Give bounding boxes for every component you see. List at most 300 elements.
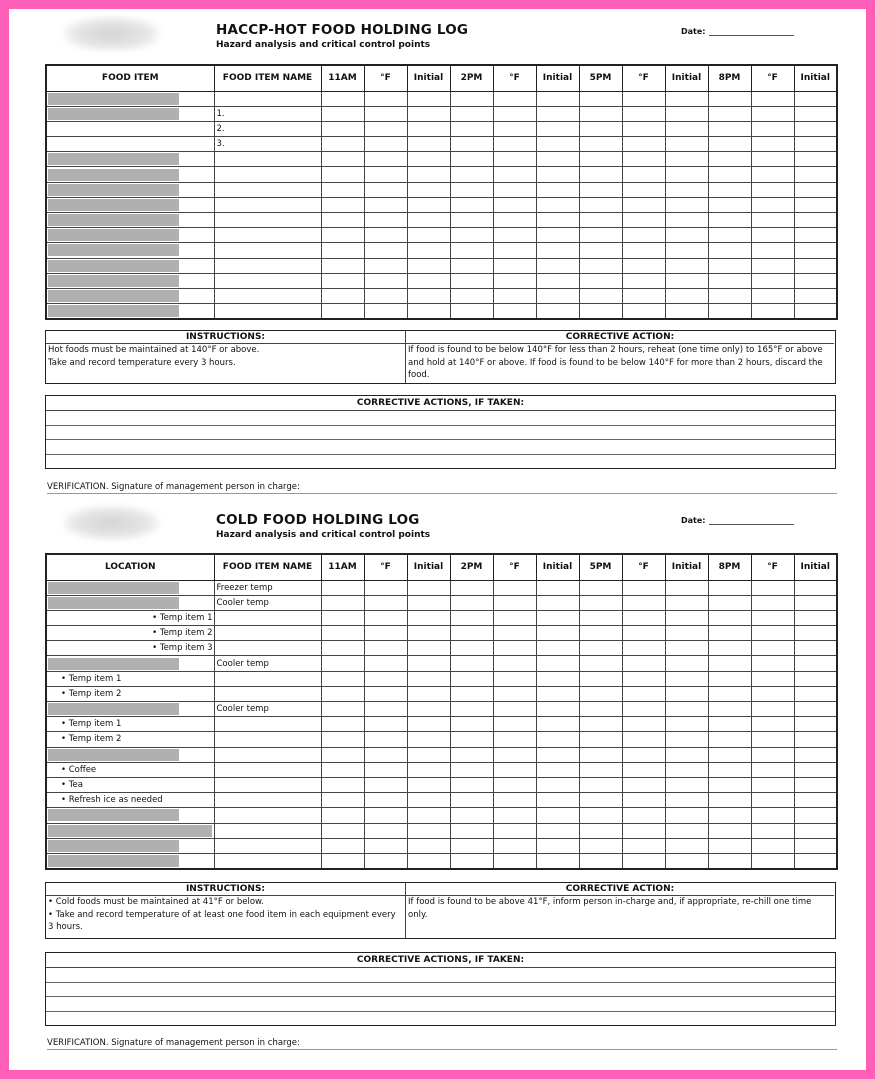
entry-cell[interactable] — [536, 671, 579, 686]
entry-cell[interactable] — [751, 580, 794, 595]
entry-cell[interactable] — [622, 610, 665, 625]
food-item-name-cell[interactable] — [214, 762, 321, 777]
entry-cell[interactable] — [665, 106, 708, 121]
location-cell[interactable] — [46, 732, 214, 747]
entry-cell[interactable] — [493, 595, 536, 610]
entry-cell[interactable] — [536, 137, 579, 152]
entry-cell[interactable] — [794, 304, 837, 319]
entry-cell[interactable] — [622, 580, 665, 595]
entry-cell[interactable] — [794, 838, 837, 853]
entry-cell[interactable] — [579, 762, 622, 777]
entry-cell[interactable] — [579, 656, 622, 671]
food-item-name-cell[interactable]: 2. — [214, 121, 321, 136]
location-cell[interactable] — [46, 258, 214, 273]
entry-cell[interactable] — [407, 610, 450, 625]
entry-cell[interactable] — [450, 838, 493, 853]
entry-cell[interactable] — [751, 167, 794, 182]
food-item-name-cell[interactable] — [214, 258, 321, 273]
entry-cell[interactable] — [450, 762, 493, 777]
entry-cell[interactable] — [579, 671, 622, 686]
entry-cell[interactable] — [493, 686, 536, 701]
entry-cell[interactable] — [751, 121, 794, 136]
entry-cell[interactable] — [579, 595, 622, 610]
entry-cell[interactable] — [407, 228, 450, 243]
entry-cell[interactable] — [536, 641, 579, 656]
entry-cell[interactable] — [364, 808, 407, 823]
entry-cell[interactable] — [708, 121, 751, 136]
entry-cell[interactable] — [708, 777, 751, 792]
food-item-name-cell[interactable] — [214, 243, 321, 258]
food-item-name-cell[interactable] — [214, 228, 321, 243]
food-item-name-cell[interactable] — [214, 793, 321, 808]
entry-cell[interactable] — [407, 580, 450, 595]
entry-cell[interactable] — [708, 243, 751, 258]
entry-cell[interactable] — [794, 137, 837, 152]
entry-cell[interactable] — [579, 641, 622, 656]
entry-cell[interactable] — [321, 137, 364, 152]
entry-cell[interactable] — [665, 228, 708, 243]
entry-cell[interactable] — [321, 702, 364, 717]
entry-cell[interactable] — [321, 656, 364, 671]
entry-cell[interactable] — [321, 793, 364, 808]
entry-cell[interactable] — [708, 152, 751, 167]
location-cell[interactable] — [46, 626, 214, 641]
entry-cell[interactable] — [622, 182, 665, 197]
entry-cell[interactable] — [321, 182, 364, 197]
entry-cell[interactable] — [794, 197, 837, 212]
entry-cell[interactable] — [407, 304, 450, 319]
location-cell[interactable] — [46, 641, 214, 656]
entry-cell[interactable] — [536, 793, 579, 808]
entry-cell[interactable] — [364, 106, 407, 121]
entry-cell[interactable] — [536, 580, 579, 595]
entry-cell[interactable] — [665, 182, 708, 197]
entry-cell[interactable] — [665, 823, 708, 838]
entry-cell[interactable] — [536, 702, 579, 717]
entry-cell[interactable] — [708, 273, 751, 288]
entry-cell[interactable] — [751, 777, 794, 792]
entry-cell[interactable] — [407, 656, 450, 671]
food-item-name-cell[interactable]: Cooler temp — [214, 702, 321, 717]
entry-cell[interactable] — [708, 823, 751, 838]
entry-cell[interactable] — [407, 182, 450, 197]
entry-cell[interactable] — [794, 273, 837, 288]
entry-cell[interactable] — [794, 777, 837, 792]
location-cell[interactable] — [46, 808, 214, 823]
entry-cell[interactable] — [794, 243, 837, 258]
entry-cell[interactable] — [708, 626, 751, 641]
entry-cell[interactable] — [493, 823, 536, 838]
entry-cell[interactable] — [493, 121, 536, 136]
entry-cell[interactable] — [579, 626, 622, 641]
food-item-name-cell[interactable] — [214, 838, 321, 853]
entry-cell[interactable] — [622, 258, 665, 273]
entry-cell[interactable] — [364, 626, 407, 641]
location-cell[interactable] — [46, 793, 214, 808]
entry-cell[interactable] — [364, 197, 407, 212]
entry-cell[interactable] — [493, 808, 536, 823]
entry-cell[interactable] — [708, 717, 751, 732]
entry-cell[interactable] — [493, 137, 536, 152]
entry-cell[interactable] — [450, 595, 493, 610]
entry-cell[interactable] — [407, 808, 450, 823]
entry-cell[interactable] — [536, 686, 579, 701]
entry-cell[interactable] — [708, 762, 751, 777]
entry-cell[interactable] — [536, 304, 579, 319]
entry-cell[interactable] — [493, 91, 536, 106]
entry-cell[interactable] — [751, 732, 794, 747]
entry-cell[interactable] — [407, 273, 450, 288]
entry-cell[interactable] — [450, 747, 493, 762]
entry-cell[interactable] — [407, 732, 450, 747]
entry-cell[interactable] — [665, 152, 708, 167]
entry-cell[interactable] — [364, 304, 407, 319]
entry-cell[interactable] — [751, 182, 794, 197]
entry-cell[interactable] — [622, 595, 665, 610]
entry-cell[interactable] — [579, 167, 622, 182]
entry-cell[interactable] — [708, 258, 751, 273]
entry-cell[interactable] — [321, 106, 364, 121]
entry-cell[interactable] — [622, 702, 665, 717]
location-cell[interactable] — [46, 106, 214, 121]
entry-cell[interactable] — [579, 152, 622, 167]
entry-cell[interactable] — [364, 288, 407, 303]
entry-cell[interactable] — [321, 595, 364, 610]
entry-cell[interactable] — [321, 167, 364, 182]
entry-cell[interactable] — [579, 121, 622, 136]
entry-cell[interactable] — [622, 671, 665, 686]
entry-cell[interactable] — [751, 717, 794, 732]
entry-cell[interactable] — [579, 91, 622, 106]
entry-cell[interactable] — [536, 228, 579, 243]
entry-cell[interactable] — [665, 702, 708, 717]
entry-cell[interactable] — [751, 595, 794, 610]
entry-cell[interactable] — [665, 747, 708, 762]
entry-cell[interactable] — [708, 838, 751, 853]
entry-cell[interactable] — [493, 258, 536, 273]
entry-cell[interactable] — [622, 762, 665, 777]
entry-cell[interactable] — [450, 106, 493, 121]
food-item-name-cell[interactable]: Freezer temp — [214, 580, 321, 595]
entry-cell[interactable] — [794, 106, 837, 121]
entry-cell[interactable] — [665, 762, 708, 777]
entry-cell[interactable] — [794, 671, 837, 686]
entry-cell[interactable] — [493, 197, 536, 212]
entry-cell[interactable] — [794, 686, 837, 701]
entry-cell[interactable] — [579, 106, 622, 121]
entry-cell[interactable] — [794, 853, 837, 868]
entry-cell[interactable] — [536, 167, 579, 182]
entry-cell[interactable] — [622, 228, 665, 243]
entry-cell[interactable] — [708, 197, 751, 212]
entry-cell[interactable] — [450, 671, 493, 686]
entry-cell[interactable] — [751, 686, 794, 701]
entry-cell[interactable] — [665, 304, 708, 319]
entry-cell[interactable] — [364, 762, 407, 777]
entry-cell[interactable] — [536, 152, 579, 167]
entry-cell[interactable] — [450, 197, 493, 212]
entry-cell[interactable] — [364, 610, 407, 625]
entry-cell[interactable] — [579, 213, 622, 228]
food-item-name-cell[interactable] — [214, 610, 321, 625]
entry-cell[interactable] — [622, 288, 665, 303]
entry-cell[interactable] — [450, 258, 493, 273]
entry-cell[interactable] — [321, 304, 364, 319]
entry-cell[interactable] — [794, 610, 837, 625]
entry-cell[interactable] — [321, 838, 364, 853]
entry-cell[interactable] — [407, 793, 450, 808]
entry-cell[interactable] — [579, 273, 622, 288]
entry-cell[interactable] — [751, 702, 794, 717]
entry-cell[interactable] — [493, 152, 536, 167]
entry-cell[interactable] — [407, 197, 450, 212]
location-cell[interactable] — [46, 197, 214, 212]
entry-cell[interactable] — [622, 137, 665, 152]
entry-cell[interactable] — [493, 717, 536, 732]
entry-cell[interactable] — [493, 167, 536, 182]
entry-cell[interactable] — [665, 288, 708, 303]
entry-cell[interactable] — [450, 610, 493, 625]
food-item-name-cell[interactable] — [214, 747, 321, 762]
entry-cell[interactable] — [622, 793, 665, 808]
entry-cell[interactable] — [493, 228, 536, 243]
entry-cell[interactable] — [407, 823, 450, 838]
entry-cell[interactable] — [751, 137, 794, 152]
entry-cell[interactable] — [622, 777, 665, 792]
entry-cell[interactable] — [407, 853, 450, 868]
entry-cell[interactable] — [450, 213, 493, 228]
entry-cell[interactable] — [536, 182, 579, 197]
entry-cell[interactable] — [665, 610, 708, 625]
entry-cell[interactable] — [622, 717, 665, 732]
entry-cell[interactable] — [536, 273, 579, 288]
entry-cell[interactable] — [536, 610, 579, 625]
entry-cell[interactable] — [321, 641, 364, 656]
entry-cell[interactable] — [622, 243, 665, 258]
entry-cell[interactable] — [665, 91, 708, 106]
entry-cell[interactable] — [665, 838, 708, 853]
entry-cell[interactable] — [536, 717, 579, 732]
entry-cell[interactable] — [407, 243, 450, 258]
entry-cell[interactable] — [708, 732, 751, 747]
corrective-taken-lines[interactable] — [46, 968, 835, 1026]
entry-cell[interactable] — [579, 838, 622, 853]
entry-cell[interactable] — [364, 747, 407, 762]
entry-cell[interactable] — [622, 686, 665, 701]
entry-cell[interactable] — [665, 595, 708, 610]
entry-cell[interactable] — [708, 580, 751, 595]
location-cell[interactable] — [46, 580, 214, 595]
entry-cell[interactable] — [450, 304, 493, 319]
entry-cell[interactable] — [751, 273, 794, 288]
entry-cell[interactable] — [665, 732, 708, 747]
entry-cell[interactable] — [708, 106, 751, 121]
entry-cell[interactable] — [751, 258, 794, 273]
food-item-name-cell[interactable]: Cooler temp — [214, 656, 321, 671]
entry-cell[interactable] — [751, 197, 794, 212]
cold-verification-signature[interactable]: VERIFICATION. Signature of management person in charge: — [47, 1038, 837, 1050]
food-item-name-cell[interactable] — [214, 671, 321, 686]
entry-cell[interactable] — [407, 137, 450, 152]
entry-cell[interactable] — [579, 793, 622, 808]
entry-cell[interactable] — [751, 808, 794, 823]
entry-cell[interactable] — [321, 823, 364, 838]
entry-cell[interactable] — [407, 626, 450, 641]
food-item-name-cell[interactable] — [214, 197, 321, 212]
entry-cell[interactable] — [493, 747, 536, 762]
entry-cell[interactable] — [708, 686, 751, 701]
entry-cell[interactable] — [450, 702, 493, 717]
entry-cell[interactable] — [579, 580, 622, 595]
entry-cell[interactable] — [321, 717, 364, 732]
location-cell[interactable] — [46, 182, 214, 197]
entry-cell[interactable] — [450, 717, 493, 732]
entry-cell[interactable] — [493, 777, 536, 792]
food-item-name-cell[interactable] — [214, 686, 321, 701]
entry-cell[interactable] — [321, 91, 364, 106]
entry-cell[interactable] — [794, 823, 837, 838]
entry-cell[interactable] — [493, 732, 536, 747]
entry-cell[interactable] — [751, 288, 794, 303]
entry-cell[interactable] — [579, 228, 622, 243]
entry-cell[interactable] — [665, 853, 708, 868]
location-cell[interactable] — [46, 121, 214, 136]
entry-cell[interactable] — [450, 273, 493, 288]
entry-cell[interactable] — [321, 686, 364, 701]
entry-cell[interactable] — [579, 137, 622, 152]
entry-cell[interactable] — [579, 717, 622, 732]
entry-cell[interactable] — [708, 747, 751, 762]
entry-cell[interactable] — [364, 273, 407, 288]
food-item-name-cell[interactable] — [214, 91, 321, 106]
food-item-name-cell[interactable] — [214, 152, 321, 167]
entry-cell[interactable] — [364, 777, 407, 792]
entry-cell[interactable] — [794, 626, 837, 641]
entry-cell[interactable] — [493, 702, 536, 717]
entry-cell[interactable] — [450, 656, 493, 671]
food-item-name-cell[interactable] — [214, 808, 321, 823]
entry-cell[interactable] — [794, 732, 837, 747]
entry-cell[interactable] — [665, 808, 708, 823]
entry-cell[interactable] — [321, 213, 364, 228]
entry-cell[interactable] — [536, 197, 579, 212]
location-cell[interactable] — [46, 823, 214, 838]
entry-cell[interactable] — [536, 853, 579, 868]
entry-cell[interactable] — [708, 671, 751, 686]
entry-cell[interactable] — [665, 213, 708, 228]
entry-cell[interactable] — [751, 671, 794, 686]
entry-cell[interactable] — [794, 808, 837, 823]
food-item-name-cell[interactable] — [214, 288, 321, 303]
entry-cell[interactable] — [364, 702, 407, 717]
entry-cell[interactable] — [493, 793, 536, 808]
entry-cell[interactable] — [751, 228, 794, 243]
entry-cell[interactable] — [493, 656, 536, 671]
entry-cell[interactable] — [751, 243, 794, 258]
entry-cell[interactable] — [579, 777, 622, 792]
entry-cell[interactable] — [622, 121, 665, 136]
entry-cell[interactable] — [321, 288, 364, 303]
entry-cell[interactable] — [450, 228, 493, 243]
entry-cell[interactable] — [622, 853, 665, 868]
entry-cell[interactable] — [450, 243, 493, 258]
entry-cell[interactable] — [450, 777, 493, 792]
entry-cell[interactable] — [536, 626, 579, 641]
entry-cell[interactable] — [751, 747, 794, 762]
entry-cell[interactable] — [493, 641, 536, 656]
entry-cell[interactable] — [622, 656, 665, 671]
entry-cell[interactable] — [536, 258, 579, 273]
food-item-name-cell[interactable] — [214, 213, 321, 228]
entry-cell[interactable] — [364, 823, 407, 838]
entry-cell[interactable] — [407, 747, 450, 762]
entry-cell[interactable] — [364, 671, 407, 686]
location-cell[interactable] — [46, 595, 214, 610]
entry-cell[interactable] — [708, 167, 751, 182]
entry-cell[interactable] — [321, 747, 364, 762]
entry-cell[interactable] — [708, 702, 751, 717]
entry-cell[interactable] — [536, 747, 579, 762]
entry-cell[interactable] — [751, 838, 794, 853]
entry-cell[interactable] — [536, 762, 579, 777]
entry-cell[interactable] — [407, 106, 450, 121]
entry-cell[interactable] — [321, 121, 364, 136]
entry-cell[interactable] — [579, 304, 622, 319]
entry-cell[interactable] — [665, 580, 708, 595]
entry-cell[interactable] — [579, 243, 622, 258]
entry-cell[interactable] — [794, 717, 837, 732]
location-cell[interactable] — [46, 747, 214, 762]
entry-cell[interactable] — [794, 152, 837, 167]
entry-cell[interactable] — [622, 732, 665, 747]
entry-cell[interactable] — [794, 747, 837, 762]
entry-cell[interactable] — [321, 626, 364, 641]
location-cell[interactable] — [46, 243, 214, 258]
entry-cell[interactable] — [493, 304, 536, 319]
location-cell[interactable] — [46, 838, 214, 853]
entry-cell[interactable] — [579, 853, 622, 868]
entry-cell[interactable] — [708, 808, 751, 823]
entry-cell[interactable] — [493, 243, 536, 258]
location-cell[interactable] — [46, 137, 214, 152]
entry-cell[interactable] — [364, 793, 407, 808]
entry-cell[interactable] — [321, 243, 364, 258]
entry-cell[interactable] — [493, 671, 536, 686]
entry-cell[interactable] — [622, 641, 665, 656]
location-cell[interactable] — [46, 228, 214, 243]
entry-cell[interactable] — [794, 167, 837, 182]
entry-cell[interactable] — [407, 288, 450, 303]
entry-cell[interactable] — [665, 167, 708, 182]
entry-cell[interactable] — [536, 106, 579, 121]
entry-cell[interactable] — [407, 717, 450, 732]
entry-cell[interactable] — [579, 610, 622, 625]
entry-cell[interactable] — [751, 304, 794, 319]
entry-cell[interactable] — [321, 152, 364, 167]
entry-cell[interactable] — [321, 580, 364, 595]
entry-cell[interactable] — [751, 823, 794, 838]
entry-cell[interactable] — [364, 838, 407, 853]
entry-cell[interactable] — [665, 137, 708, 152]
entry-cell[interactable] — [407, 121, 450, 136]
entry-cell[interactable] — [450, 823, 493, 838]
entry-cell[interactable] — [665, 671, 708, 686]
entry-cell[interactable] — [407, 702, 450, 717]
entry-cell[interactable] — [364, 686, 407, 701]
entry-cell[interactable] — [622, 273, 665, 288]
entry-cell[interactable] — [708, 853, 751, 868]
food-item-name-cell[interactable] — [214, 823, 321, 838]
